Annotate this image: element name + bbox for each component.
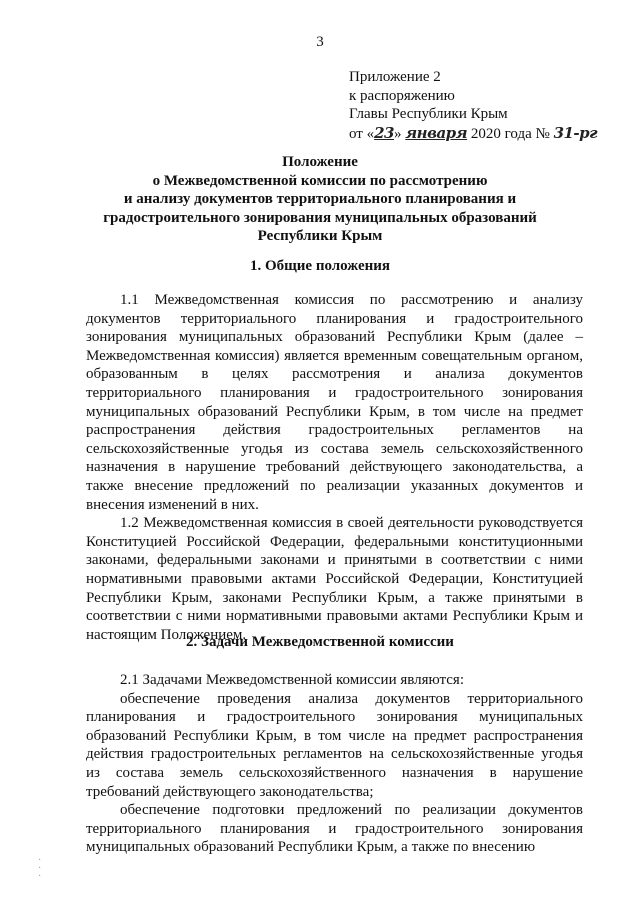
date-prefix: от « [349,125,375,142]
appendix-header [349,68,597,143]
date-month-handwritten: января [405,123,468,142]
document-title [60,153,580,246]
appendix-line-1: Приложение 2 [349,69,441,85]
paragraph-2-1: 2.1 Задачами Межведомственной комиссии являются: [120,672,465,688]
appendix-line-3: Главы Республики Крым [349,106,508,122]
title-line-4: градостроительного зонирования муниципальных образований [103,209,537,226]
date-quote: » [393,125,406,142]
order-number-handwritten: 31-рг [553,123,598,142]
title-line-2: о Межведомственной комиссии по рассмотрению [152,172,488,189]
title-line-5: Республики Крым [257,228,383,244]
section-2-body [86,671,583,857]
section-2-heading: 2. Задачи Межведомственной комиссии [186,634,454,650]
paragraph-2-2: обеспечение проведения анализа документов территориального планирования и градостроительного зонирования муниципальных образований Республики Крым, в том числе на предмет распространения действия градостроительных регламентов на сельскохозяйственные угодья из состава земель сельскохозяйственного назначения в нарушение требований действующего законодательства; [86,690,583,800]
paragraph-2-3: обеспечение подготовки предложений по реализации документов территориального планирования и градостроительного зонирования муниципальных образований Республики Крым, а также по внесению [86,802,583,856]
section-1-body [86,291,583,644]
appendix-line-2: к распоряжению [349,87,455,104]
title-line-3: и анализу документов территориального планирования и [123,191,517,207]
section-1-heading: 1. Общие положения [249,258,391,274]
scan-artifact: · · · [38,855,42,882]
date-day-handwritten: 23 [374,123,394,142]
paragraph-1-2: 1.2 Межведомственная комиссия в своей деятельности руководствуется Конституцией Российской Федерации, федеральными конституционными законами, федеральными законами и принятыми в соответствии с ними нормативными правовыми актами Российской Федерации, Конституцией Республики Крым, законами Республики Крым, а также принятыми в соответствии с ними нормативными правовыми актами Республики Крым и настоящим Положением. [86,515,583,643]
title-line-1: Положение [282,154,358,170]
date-year: 2020 года № [467,125,554,142]
appendix-date-line [349,124,597,144]
paragraph-1-1: 1.1 Межведомственная комиссия по рассмотрению и анализу документов территориального планирования и градостроительного зонирования муниципальных образований Республики Крым (далее – Межведомственная комиссия) является временным совещательным органом, образованным в целях рассмотрения и анализа документов территориального планирования и градостроительного зонирования муниципальных образований Республики Крым, в том числе на предмет распространения действия градостроительных регламентов на сельскохозяйственные угодья из состава земель сельскохозяйственного назначения в нарушение требований действующего законодательства, а также внесение предложений по реализации указанных документов и внесения изменений в них. [86,292,583,513]
page-number: 3 [316,34,324,50]
